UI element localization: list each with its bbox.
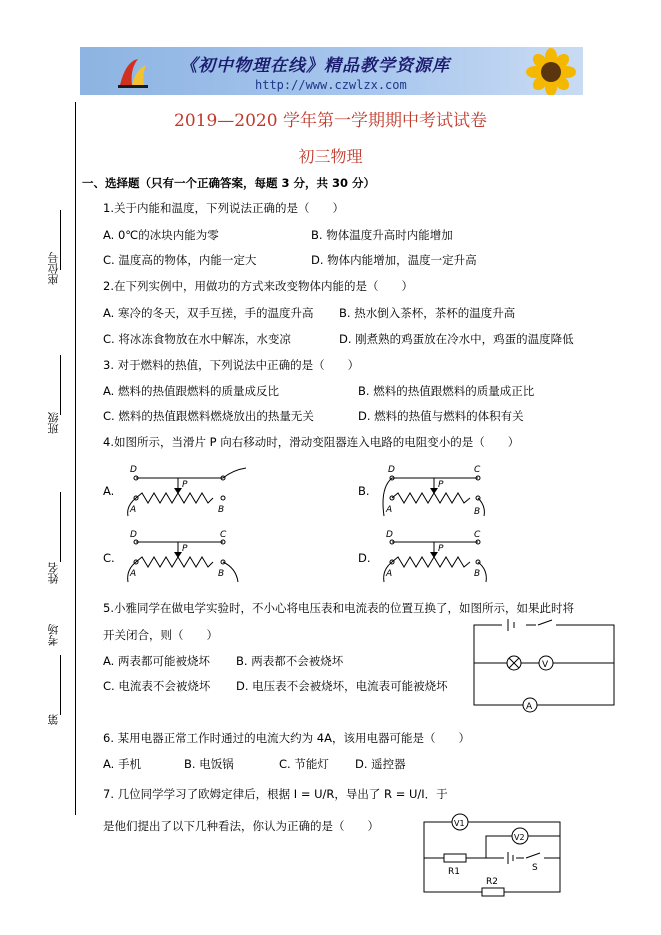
q2-option-c: C. 将冰冻食物放在水中解冻，水变凉 xyxy=(103,332,291,346)
q1-option-b: B. 物体温度升高时内能增加 xyxy=(311,228,453,242)
q5-stem-2: 开关闭合，则（ ） xyxy=(103,628,218,642)
terminal-d-label: D xyxy=(386,530,393,540)
banner-title: 《初中物理在线》精品教学资源库 xyxy=(180,56,450,76)
q5-option-c: C. 电流表不会被烧坏 xyxy=(103,679,211,693)
slider-p-label: P xyxy=(182,544,188,554)
q5-stem: 5.小雅同学在做电学实验时，不小心将电压表和电流表的位置互换了，如图所示，如果此时将 xyxy=(103,601,574,615)
terminal-a-label: A xyxy=(386,569,393,579)
q4-option-c: C. xyxy=(103,551,115,565)
name-label: 姓名 xyxy=(47,562,60,584)
terminal-b-label: B xyxy=(474,507,481,517)
q2-option-a: A. 寒冷的冬天，双手互搓，手的温度升高 xyxy=(103,306,314,320)
exam-subtitle: 初三物理 xyxy=(298,147,363,166)
name-line xyxy=(60,492,61,562)
rheostat-figure-c xyxy=(118,526,248,586)
slider-p-label: P xyxy=(182,480,188,490)
q5-option-a: A. 两表都可能被烧坏 xyxy=(103,654,210,668)
terminal-d-label: D xyxy=(130,530,137,540)
q4-option-d: D. xyxy=(358,551,371,565)
q2-option-b: B. 热水倒入茶杯，茶杯的温度升高 xyxy=(339,306,516,320)
voltmeter-label: V xyxy=(542,660,549,670)
terminal-a-label: A xyxy=(130,505,137,515)
exam-title: 2019—2020 学年第一学期期中考试试卷 xyxy=(174,111,487,131)
terminal-a-label: A xyxy=(386,505,393,515)
terminal-c-label: C xyxy=(474,530,481,540)
q7-circuit-diagram xyxy=(420,812,566,896)
sunflower-icon xyxy=(521,49,579,95)
terminal-c-label: C xyxy=(474,465,481,475)
number-label: 第 xyxy=(47,714,60,725)
resistor-r1 xyxy=(444,854,466,862)
rheostat-figure-d xyxy=(378,526,498,586)
banner-url[interactable]: http://www.czwlzx.com xyxy=(255,78,407,92)
q3-option-a: A. 燃料的热值跟燃料的质量成反比 xyxy=(103,384,279,398)
q3-stem: 3. 对于燃料的热值，下列说法中正确的是（ ） xyxy=(103,358,360,372)
q5-option-d: D. 电压表不会被烧坏，电流表可能被烧坏 xyxy=(236,679,448,693)
q2-option-d: D. 刚煮熟的鸡蛋放在冷水中，鸡蛋的温度降低 xyxy=(339,332,574,346)
terminal-d-label: D xyxy=(388,465,395,475)
q6-option-a: A. 手机 xyxy=(103,757,141,771)
v1-label: V1 xyxy=(454,819,465,828)
q6-option-c: C. 节能灯 xyxy=(279,757,329,771)
terminal-d-label: D xyxy=(130,465,137,475)
v2-label: V2 xyxy=(514,833,525,842)
q5-circuit-diagram xyxy=(470,617,618,712)
q4-option-a: A. xyxy=(103,484,115,498)
q3-option-c: C. 燃料的热值跟燃料燃烧放出的热量无关 xyxy=(103,409,314,423)
q5-option-b: B. 两表都不会被烧坏 xyxy=(236,654,344,668)
terminal-b-label: B xyxy=(218,569,225,579)
q6-option-b: B. 电饭锅 xyxy=(184,757,234,771)
q3-option-b: B. 燃料的热值跟燃料的质量成正比 xyxy=(358,384,535,398)
binding-line xyxy=(75,102,76,815)
class-line xyxy=(60,355,61,415)
q6-stem: 6. 某用电器正常工作时通过的电流大约为 4A，该用电器可能是（ ） xyxy=(103,731,470,745)
r1-label: R1 xyxy=(448,867,460,877)
q4-option-b: B. xyxy=(358,484,370,498)
class-label: 班级 xyxy=(47,412,60,434)
r2-label: R2 xyxy=(486,877,498,887)
ammeter-label: A xyxy=(526,702,533,712)
q1-stem: 1.关于内能和温度，下列说法正确的是（ ） xyxy=(103,201,344,215)
q7-stem-2: 是他们提出了以下几种看法，你认为正确的是（ ） xyxy=(103,819,379,833)
q1-option-c: C. 温度高的物体，内能一定大 xyxy=(103,253,257,267)
header-banner xyxy=(80,47,583,95)
room-label: 考场 xyxy=(47,624,60,646)
slider-p-label: P xyxy=(438,480,444,490)
seat-label: 座位号 xyxy=(47,252,60,285)
q3-option-d: D. 燃料的热值与燃料的体积有关 xyxy=(358,409,524,423)
rheostat-figure-a xyxy=(118,458,248,518)
terminal-b-label: B xyxy=(218,505,225,515)
q4-stem: 4.如图所示，当滑片 P 向右移动时，滑动变阻器连入电路的电阻变小的是（ ） xyxy=(103,435,520,449)
terminal-a-label: A xyxy=(130,569,137,579)
room-line xyxy=(60,655,61,715)
slider-p-label: P xyxy=(438,544,444,554)
logo-icon xyxy=(116,55,150,89)
q1-option-d: D. 物体内能增加，温度一定升高 xyxy=(311,253,477,267)
q7-stem: 7. 几位同学学习了欧姆定律后，根据 I = U/R，导出了 R = U/I．于 xyxy=(103,787,448,801)
resistor-r2 xyxy=(482,888,504,896)
section-heading: 一、选择题（只有一个正确答案，每题 3 分，共 30 分） xyxy=(82,176,376,190)
switch-label: S xyxy=(532,863,538,873)
q2-stem: 2.在下列实例中，用做功的方式来改变物体内能的是（ ） xyxy=(103,279,413,293)
rheostat-figure-b xyxy=(378,458,498,518)
terminal-b-label: B xyxy=(474,569,481,579)
q6-option-d: D. 遥控器 xyxy=(355,757,406,771)
q1-option-a: A. 0℃的冰块内能为零 xyxy=(103,228,219,242)
terminal-c-label: C xyxy=(220,530,227,540)
